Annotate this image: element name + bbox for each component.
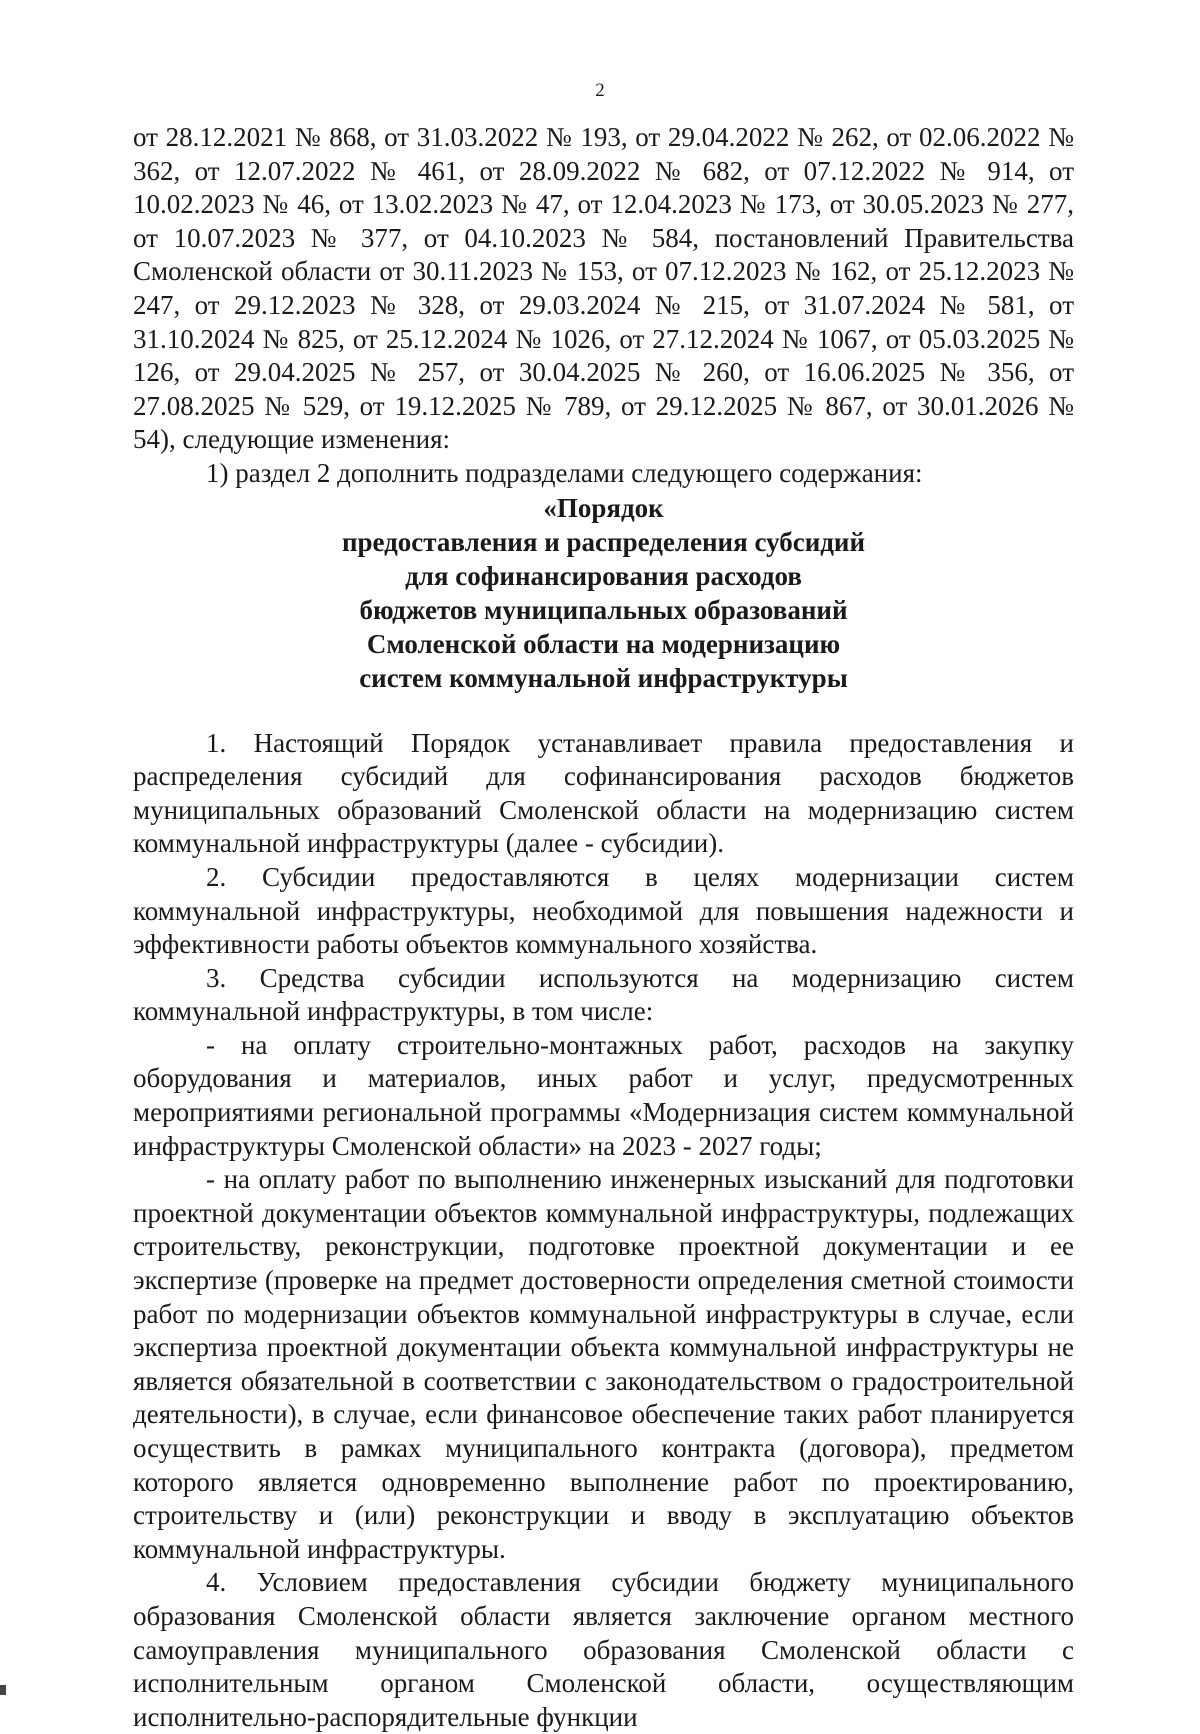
paragraph-3-bullet-1: - на оплату строительно-монтажных работ, расходов на закупку оборудования и материалов, иных работ и услуг, предусмотренных мероприятиями региональной программы «Модернизация систем коммунальной инфраструктуры Смоленской области» на 2023 - 2027 годы; — [133, 1029, 1074, 1161]
heading-line-1: «Порядок — [543, 492, 664, 523]
paragraph-1: 1. Настоящий Порядок устанавливает правила предоставления и распределения субсидий для софинансирования расходов бюджетов муниципальных образований Смоленской области на модернизацию систем коммунальной инфраструктуры (далее - субсидии). — [133, 727, 1074, 859]
heading-line-3: для софинансирования расходов — [405, 560, 802, 591]
document-body — [133, 121, 1074, 1734]
scan-mark — [0, 1685, 6, 1695]
heading-line-2: предоставления и распределения субсидий — [341, 526, 866, 557]
page-number: 2 — [595, 80, 605, 101]
heading-line-6: систем коммунальной инфраструктуры — [359, 662, 848, 693]
section-heading — [133, 491, 1074, 695]
heading-line-4: бюджетов муниципальных образований — [359, 594, 848, 625]
heading-line-5: Смоленской области на модернизацию — [366, 628, 841, 659]
paragraph-4: 4. Условием предоставления субсидии бюджету муниципального образования Смоленской области является заключение органом местного самоуправления муниципального образования Смоленской области с исполнительным органом Смоленской области, осуществляющим исполнительно-распорядительные функции — [133, 1567, 1074, 1732]
amendment-line: 1) раздел 2 дополнить подразделами следующего содержания: — [206, 457, 923, 488]
paragraph-3: 3. Средства субсидии используются на модернизацию систем коммунальной инфраструктуры, в том числе: — [133, 962, 1074, 1027]
intro-paragraph: от 28.12.2021 № 868, от 31.03.2022 № 193, от 29.04.2022 № 262, от 02.06.2022 № 362, от 12.07.2022 № 461, от 28.09.2022 № 682, от 07.12.2022 № 914, от 10.02.2023 № 46, от 13.02.2023 № 47, от 12.04.2023 № 173, от 30.05.2023 № 277, от 10.07.2023 № 377, от 04.10.2023 № 584, постановлений Правительства Смоленской области от 30.11.2023 № 153, от 07.12.2023 № 162, от 25.12.2023 № 247, от 29.12.2023 № 328, от 29.03.2024 № 215, от 31.07.2024 № 581, от 31.10.2024 № 825, от 25.12.2024 № 1026, от 27.12.2024 № 1067, от 05.03.2025 № 126, от 29.04.2025 № 257, от 30.04.2025 № 260, от 16.06.2025 № 356, от 27.08.2025 № 529, от 19.12.2025 № 789, от 29.12.2025 № 867, от 30.01.2026 № 54), следующие изменения: — [133, 122, 1074, 455]
paragraph-3-bullet-2: - на оплату работ по выполнению инженерных изысканий для подготовки проектной документации объектов коммунальной инфраструктуры, подлежащих строительству, реконструкции, подготовке проектной документации и ее экспертизе (проверке на предмет достоверности определения сметной стоимости работ по модернизации объектов коммунальной инфраструктуры в случае, если экспертиза проектной документации объекта коммунальной инфраструктуры не является обязательной в соответствии с законодательством о градостроительной деятельности), в случае, если финансовое обеспечение таких работ планируется осуществить в рамках муниципального контракта (договора), предметом которого является одновременно выполнение работ по проектированию, строительству и (или) реконструкции и вводу в эксплуатацию объектов коммунальной инфраструктуры. — [133, 1164, 1074, 1564]
paragraph-2: 2. Субсидии предоставляются в целях модернизации систем коммунальной инфраструктуры, необходимой для повышения надежности и эффективности работы объектов коммунального хозяйства. — [133, 861, 1074, 960]
